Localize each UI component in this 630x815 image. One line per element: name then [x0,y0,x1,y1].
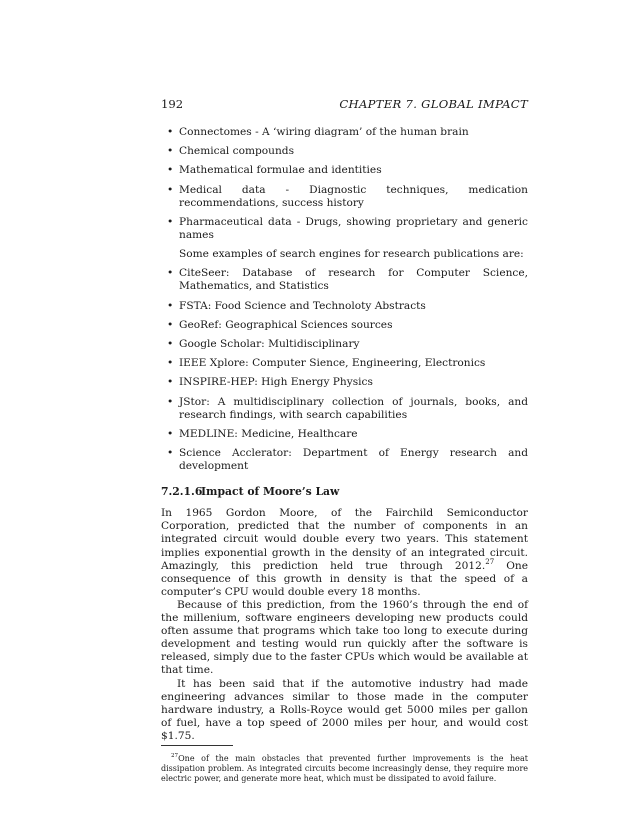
paragraph-2: Because of this prediction, from the 1960’s through the end of the millenium, software engineers developing new products could often assume that programs which take too long to execute during development and testing would run quickly after the software is released, simply due to the faster CPUs which would be available at that time. [161,598,528,677]
paragraph-1-part-a: In 1965 Gordon Moore, of the Fairchild Semiconductor Corporation, predicted that the number of components in an integrated circuit would double every two years. This statement implies exponential growth in the density of an integrated circuit. Amazingly, this prediction held true through 2012. [161,507,528,572]
bullet-icon: • [167,376,174,389]
bullet-icon: • [167,267,174,280]
list-item-text: Connectomes - A ‘wiring diagram’ of the human brain [179,126,469,138]
list-item-text: GeoRef: Geographical Sciences sources [179,318,393,331]
page-body [161,126,528,793]
list-item [161,216,528,242]
footnote-reference[interactable]: 27 [485,557,495,566]
list-item [161,447,528,473]
list-item-text: Medical data - Diagnostic techniques, medication recommendations, success history [179,183,528,209]
running-title: CHAPTER 7. GLOBAL IMPACT [339,97,528,111]
list-item-text: Science Acclerator: Department of Energy research and development [179,447,528,473]
list-item [161,338,528,351]
list-item-text: CiteSeer: Database of research for Computer Science, Mathematics, and Statistics [179,267,528,293]
list-item-text: Pharmaceutical data - Drugs, showing proprietary and generic names [179,215,528,241]
section-heading [161,485,528,498]
list-item-text: Mathematical formulae and identities [179,164,382,177]
bullet-icon: • [167,215,174,228]
footnote-rule [161,745,233,746]
list-item [161,376,528,389]
paragraph-1-part-b: One consequence of this growth in density is that the speed of a computer’s CPU would double every 18 months. [161,559,528,598]
bullet-icon: • [167,395,174,408]
bullet-icon: • [167,145,174,158]
bullet-icon: • [167,427,174,440]
list-item [161,396,528,422]
list-item [161,164,528,177]
bullet-list-search-engines [161,267,528,473]
list-item [161,126,528,139]
footnote-mark: 27 [171,752,179,759]
page-number: 192 [161,97,184,111]
list-item [161,319,528,332]
bullet-icon: • [167,164,174,177]
list-item-text: IEEE Xplore: Computer Sience, Engineering, Electronics [179,357,486,370]
list-item [161,184,528,210]
list-item-text: INSPIRE-HEP: High Energy Physics [179,376,373,389]
bullet-list-data-types [161,126,528,242]
list-item [161,267,528,293]
list-item-text: MEDLINE: Medicine, Healthcare [179,427,358,440]
footnote-text: One of the main obstacles that prevented further improvements is the heat dissipation problem. As integrated circuits become increasingly dense, they require more electric power, and generate more heat, which must be dissipated to avoid failure. [161,753,528,784]
list-item-text: FSTA: Food Science and Technoloty Abstracts [179,299,426,312]
paragraph-3: It has been said that if the automotive industry had made engineering advances similar to those made in the computer hardware industry, a Rolls-Royce would get 5000 miles per gallon of fuel, have a top speed of 2000 miles per hour, and would cost $1.75. [161,677,528,742]
bullet-icon: • [167,183,174,196]
list-item [161,300,528,313]
search-engines-intro: Some examples of search engines for research publications are: [179,248,524,261]
list-item-text: Chemical compounds [179,145,295,158]
list-item [161,145,528,158]
bullet-icon: • [167,126,174,138]
list-item [161,428,528,441]
bullet-icon: • [167,447,174,459]
bullet-icon: • [167,337,174,350]
page-header [161,97,528,111]
section-number: 7.2.1.6 [161,485,203,499]
bullet-icon: • [167,357,174,370]
bullet-icon: • [167,318,174,331]
section-title: Impact of Moore’s Law [201,485,340,499]
list-item-text: JStor: A multidisciplinary collection of journals, books, and research findings, with search capabilities [179,395,528,421]
paragraph-1 [161,507,528,599]
list-item [161,357,528,370]
bullet-icon: • [167,299,174,312]
list-item-text: Google Scholar: Multidisciplinary [179,337,360,350]
footnote [161,754,528,785]
